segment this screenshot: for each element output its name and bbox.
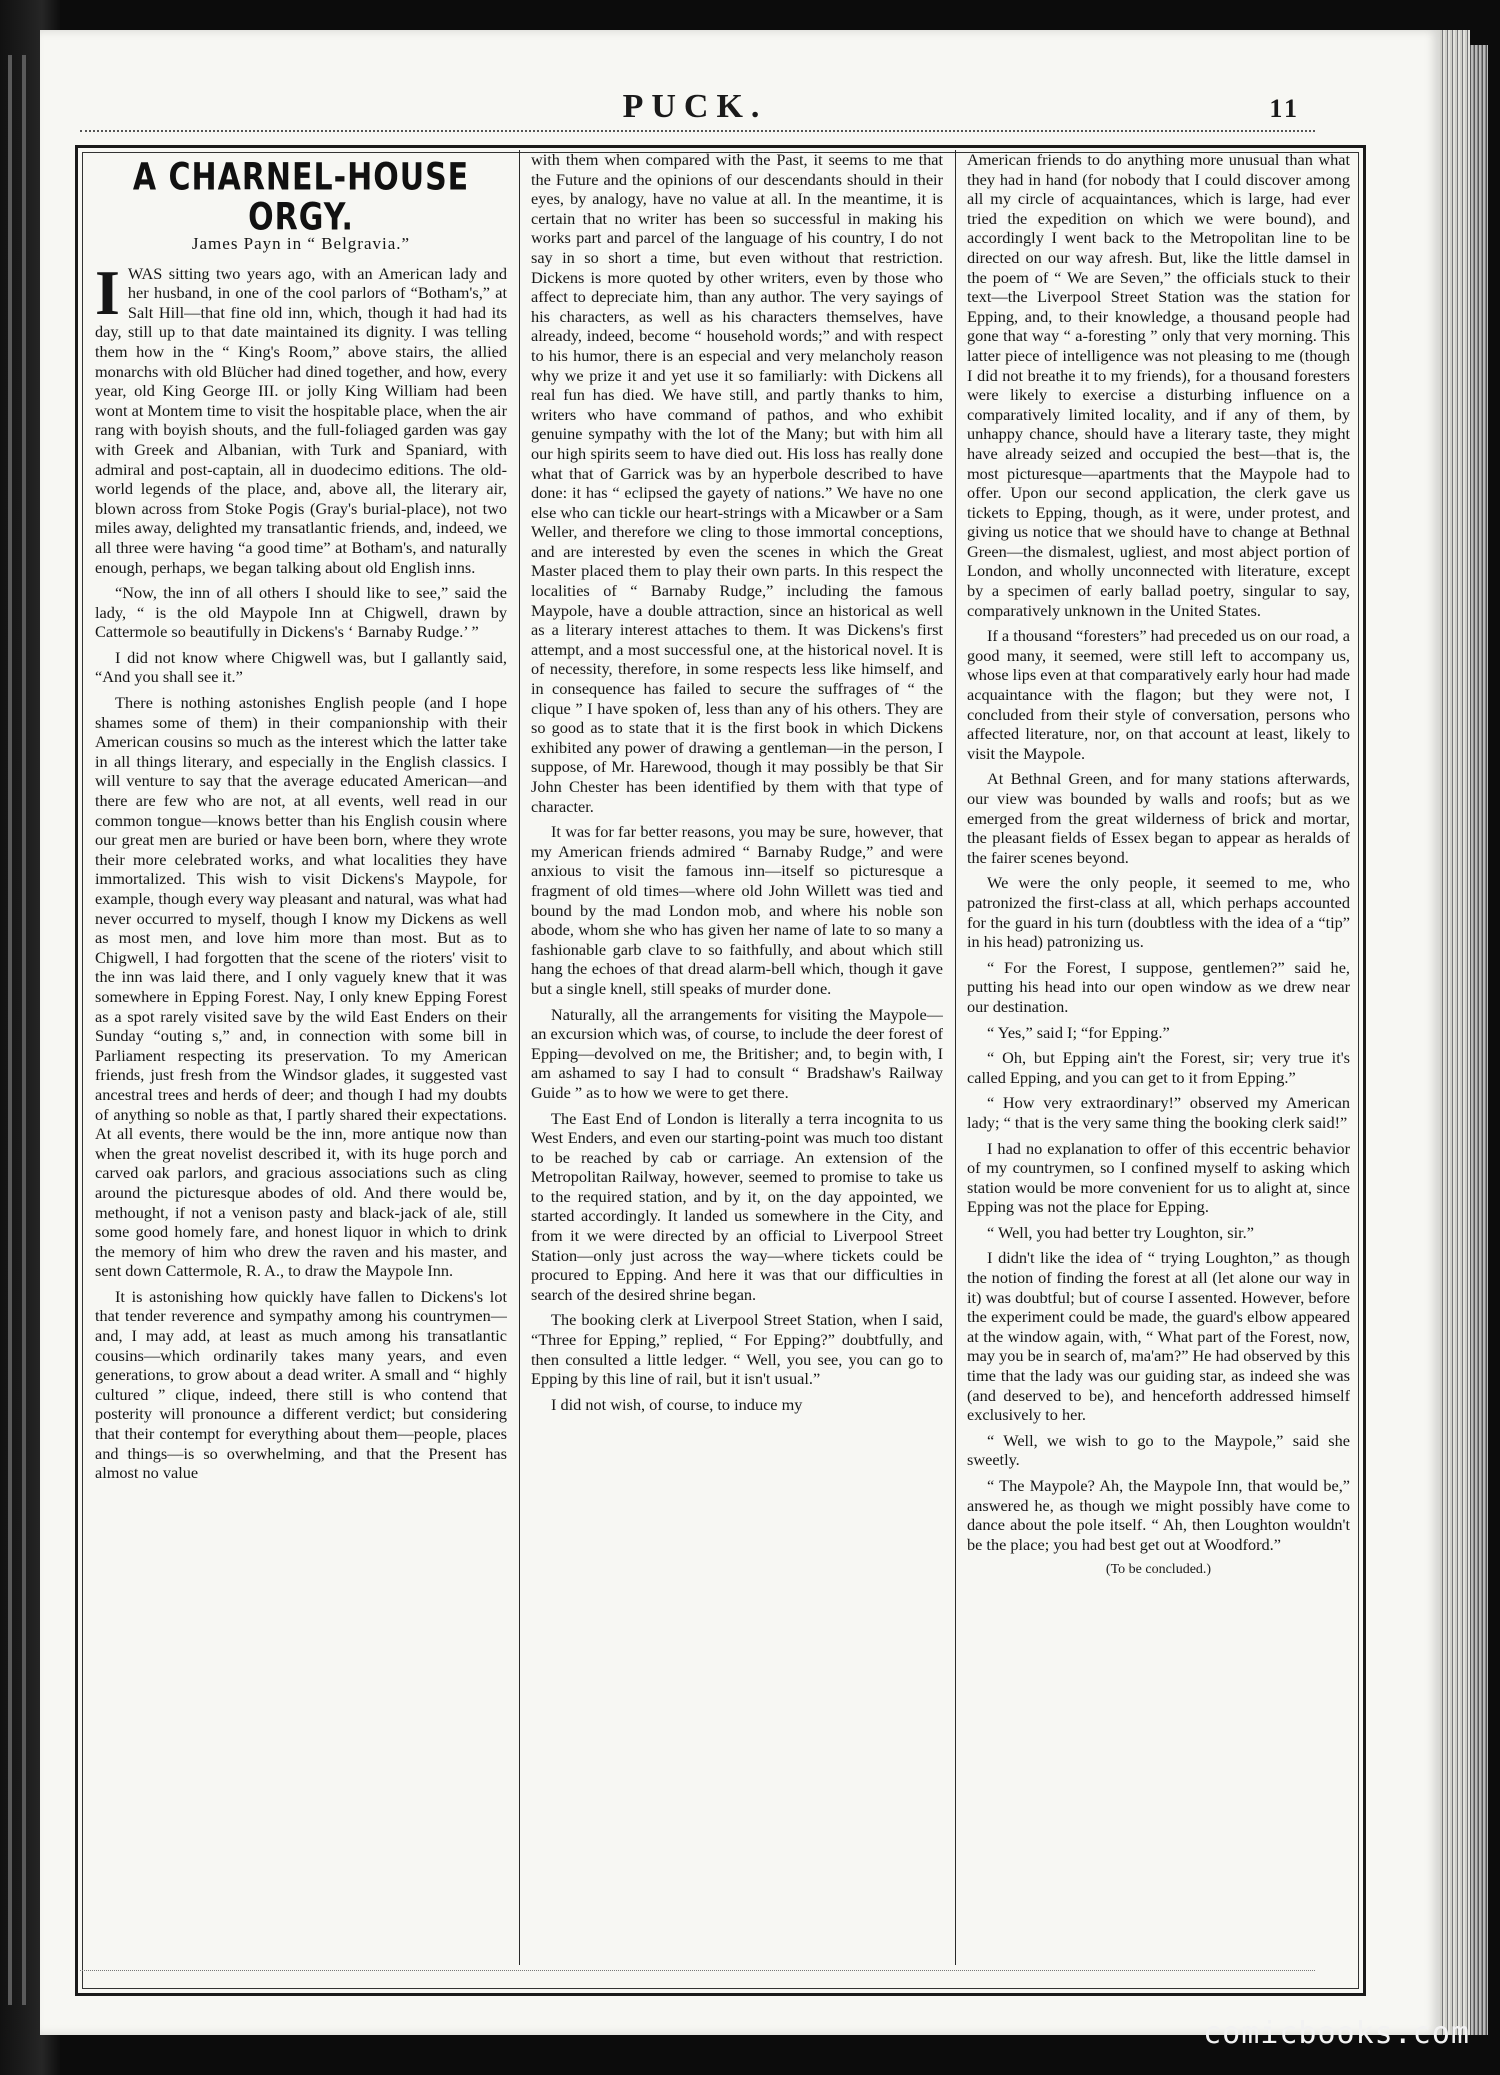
paragraph: “ Oh, but Epping ain't the Forest, sir; very true it's called Epping, and you can get to it from Epping.” [967, 1048, 1350, 1087]
page-edges [1440, 30, 1470, 2035]
column-2 [531, 150, 943, 1965]
paragraph: American friends to do anything more unusual than what they had in hand (for nobody that I could discover among all my circle of acquaintances, which is large, had ever tried the expedition on which we were bound), and accordingly I went back to the Metropolitan line to be directed on our way afresh. But, like the little damsel in the poem of “ We are Seven,” the officials stuck to their text—the Liverpool Street Station was the station for Epping, and, to their knowledge, a thousand people had gone that way “ a-foresting ” only that very morning. This latter piece of intelligence was not pleasing to me (though I did not breathe it to my friends), for a thousand foresters were likely to exercise a disturbing influence on a comparatively limited locality, and if any of them, by unhappy chance, should have a literary taste, they might have already seized and occupied the best—that is, the most picturesque—apartments that the Maypole had to offer. Upon our second application, the clerk gave us tickets to Epping, though, as it were, under protest, and giving us notice that we should have to change at Bethnal Green—the dismalest, ugliest, and most abject portion of London, and wholly unconnected with literature, except by a specimen of early ballad poetry, singular to say, comparatively unknown in the United States. [967, 150, 1350, 620]
paragraph: “ Yes,” said I; “for Epping.” [987, 1022, 1170, 1042]
paragraph: I did not wish, of course, to induce my [551, 1394, 803, 1414]
article-byline: James Payn in “ Belgravia.” [191, 234, 411, 253]
paragraph: If a thousand “foresters” had preceded us on our road, a good many, it seemed, were still left to accompany us, whose lips even at that comparatively early hour had made acquaintance with the flagon; but they were not, I concluded from their style of conversation, persons who affected literature, nor, on that account at least, likely to visit the Maypole. [967, 626, 1350, 763]
column-1 [95, 150, 507, 1965]
paragraph: At Bethnal Green, and for many stations afterwards, our view was bounded by walls and roofs; but as we emerged from the great wilderness of brick and mortar, the pleasant fields of Essex began to appear as heralds of the fairer scenes beyond. [967, 769, 1350, 867]
page-sheet [40, 30, 1440, 2035]
page-number: 11 [1269, 94, 1300, 123]
paragraph: The East End of London is literally a terra incognita to us West Enders, and even our starting-point was much too distant to be reached by cab or carriage. An extension of the Metropolitan Railway, however, seemed to promise to take us to the required station, and by it, on the day appointed, we started accordingly. It landed us somewhere in the City, and from it we were directed by an official to Liverpool Street Station—only just across the way—where tickets could be procured to Epping. And here it was that our difficulties in search of the desired shrine began. [531, 1108, 943, 1304]
masthead-rule [80, 130, 1315, 132]
paragraph: “ For the Forest, I suppose, gentlemen?” said he, putting his head into our open window as we drew near our destination. [967, 957, 1350, 1016]
to-be-concluded-note: (To be concluded.) [1105, 1562, 1212, 1578]
paragraph: “ Well, we wish to go to the Maypole,” said she sweetly. [967, 1430, 1350, 1470]
column-divider [519, 150, 520, 1965]
paragraph: I didn't like the idea of “ trying Loughton,” as though the notion of finding the forest at all (let alone our way in it) was doubtful; but of course I assented. However, before the experiment could be made, the guard's elbow appeared at the window again, with, “ What part of the Forest, now, may you be in search of, ma'am?” He had observed by this time that the lady was our guiding star, as indeed she was (and deserved to be), and henceforth addressed himself exclusively to her. [967, 1248, 1350, 1425]
paragraph: “ The Maypole? Ah, the Maypole Inn, that would be,” answered he, as though we might possibly have come to dance about the pole itself. “ Ah, then Loughton wouldn't be the place; you had best get out at Woodford.” [967, 1476, 1350, 1554]
page-edges-outer [1470, 45, 1488, 2035]
paragraph: Naturally, all the arrangements for visiting the Maypole—an excursion which was, of course, to include the deer forest of Epping—devolved on me, the Britisher; and, to begin with, I am ashamed to say I had to consult “ Bradshaw's Railway Guide ” as to how we were to get there. [531, 1004, 943, 1102]
paragraph: It is astonishing how quickly have fallen to Dickens's lot that tender reverence and sympathy among his countrymen—and, I may add, at least as much among his transatlantic cousins—which ordinarily takes many years, and even generations, to grow about a dead writer. A small and “ highly cultured ” clique, indeed, there still is who contend that posterity will pronounce a different verdict; but considering that their contempt for everything about them—people, places and things—is so overwhelming, and that the Present has almost no value [95, 1286, 507, 1483]
footer-rule [80, 1970, 1315, 1971]
article-headline: A CHARNEL-HOUSE ORGY. [132, 155, 470, 240]
paragraph: I had no explanation to offer of this eccentric behavior of my countrymen, so I confined myself to asking which station would be more convenient for us to alight at, since Epping was not the place for Epping. [967, 1138, 1350, 1217]
paragraph: The booking clerk at Liverpool Street Station, when I said, “Three for Epping,” replied, “ For Epping?” doubtfully, and then consulted a little ledger. “ Well, you see, you can go to Epping by this line of rail, but it isn't usual.” [531, 1310, 943, 1389]
paragraph-text: WAS sitting two years ago, with an American lady and her husband, in one of the cool parlors of “Botham's,” at Salt Hill—that fine old inn, which, though it had had its day, still up to that date maintained its dignity. I was telling them how in the “ King's Room,” above stairs, the allied monarchs with old Blücher had dined together, and how, every year, old King George III. or jolly King William had been wont at Montem time to visit the hospitable place, when the air rang with boyish shouts, and the full-foliaged garden was gay with Greek and Albanian, with Turk and Spaniard, with admiral and post-captain, all in duodecimo editions. The old-world legends of the place, and, above all, the literary air, blown across from Stoke Pogis (Gray's burial-place), not two miles away, delighted my transatlantic friends, and, indeed, we all three were having “a good time” at Botham's, and naturally enough, perhaps, we began talking about old English inns. [95, 263, 507, 577]
paragraph: There is nothing astonishes English people (and I hope shames some of them) in their companionship with their American cousins so much as the interest which the latter take in all things literary, and especially in the English classics. I will venture to say that the average educated American—and there are few who are not, at all events, well read in our common tongue—knows better than his English cousin where our great men are buried or have been born, where they wrote their more celebrated works, and what localities they have immortalized. This wish to visit Dickens's Maypole, for example, though every way pleasant and natural, was what had never occurred to myself, though I know my Dickens as well as most men, and love him more than most. But as to Chigwell, I had forgotten that the scene of the rioters' visit to the inn was laid there, and I only vaguely knew that it was somewhere in Epping Forest. Nay, I only knew Epping Forest as a spot rarely visited save by the wild East Enders on their Sunday “outing s,” and, in connection with some bill in Parliament respecting its preservation. To my American friends, just fresh from the Windsor glades, it suggested vast ancestral trees and herds of deer; and though I had my doubts of anything so noble as that, I partly shared their expectations. At all events, there would be the inn, more antique now than when the great novelist described it, with its huge porch and carved oak parlors, and gracious associations such as cling around the picturesque abodes of old. And there would be, methought, if not a venison pasty and black-jack of ale, still some good homely fare, and honest liquor in which to drink the memory of him who drew the raven and his master, and sent down Cattermole, R. A., to draw the Maypole Inn. [95, 693, 507, 1281]
paragraph: We were the only people, it seemed to me, who patronized the first-class at all, which perhaps accounted for the guard in his turn (doubtless with the idea of a “tip” in his head) patronizing us. [967, 873, 1350, 952]
article-columns [95, 150, 1350, 1965]
binding-edge [22, 55, 26, 2005]
paragraph: “ Well, you had better try Loughton, sir.” [987, 1222, 1254, 1242]
paragraph: I did not know where Chigwell was, but I gallantly said, “And you shall see it.” [95, 647, 507, 687]
binding-edge [8, 55, 12, 2005]
column-divider [955, 150, 956, 1965]
magazine-title: PUCK. [622, 88, 768, 125]
masthead [80, 88, 1310, 128]
drop-cap: I [95, 256, 120, 328]
paragraph: It was for far better reasons, you may be sure, however, that my American friends admired “ Barnaby Rudge,” and were anxious to visit the famous inn—itself so picturesque a fragment of old times—where old John Willett was tied and bound by the mad London mob, and where his noble son abode, whom she who has given her name of late to so many a fashionable garb clave to so faithfully, and about which still hang the echoes of that dread alarm-bell which, though it gave but a single knell, still speaks of murder done. [531, 822, 943, 998]
paragraph: “ How very extraordinary!” observed my American lady; “ that is the very same thing the booking clerk said!” [967, 1093, 1350, 1132]
column-3 [967, 150, 1350, 1965]
paragraph: with them when compared with the Past, it seems to me that the Future and the opinions of our descendants should in their eyes, by analogy, have no value at all. In the meantime, it is certain that no writer has been so successful in making his works part and parcel of the language of his country, I do not say in so short a time, but even without that restriction. Dickens is more quoted by other writers, even by those who affect to depreciate him, than any author. The very sayings of his characters, as well as his characters themselves, have already, indeed, become “ household words;” and with respect to his humor, there is an especial and very melancholy reason why we prize it and yet use it so familiarly: with Dickens all real fun has died. We have still, and partly thanks to him, writers who have command of pathos, and who exhibit genuine sympathy with the lot of the Many; but with him all our high spirits seem to have died out. His loss has really done what that of Garrick was by an hyperbole described to have done: it has “ eclipsed the gayety of nations.” We have no one else who can tickle our heart-strings with a Micawber or a Sam Weller, and therefore we cling to those immortal conceptions, and are interested by even the scenes in which the Great Master placed them to play their own parts. In this respect the localities of “ Barnaby Rudge,” including the famous Maypole, have a double attraction, since an historical as well as a literary interest attaches to them. It was Dickens's first attempt, and a most successful one, at the historical novel. It is of necessity, therefore, in some respects less like himself, and in consequence has failed to secure the suffrages of “ the clique ” I have spoken of, less than any of his others. They are so good as to state that it is the first book in which Dickens exhibited any power of drawing a gentleman—in the person, I suppose, of Mr. Harewood, though it may possibly be that Sir John Chester has been identified by them with that type of character. [531, 150, 943, 816]
paragraph [95, 256, 507, 578]
watermark: comicbooks.com [1203, 2016, 1470, 2051]
paragraph: “Now, the inn of all others I should like to see,” said the lady, “ is the old Maypole Inn at Chigwell, drawn by Cattermole so beautifully in Dickens's ‘ Barnaby Rudge.’ ” [95, 583, 507, 642]
